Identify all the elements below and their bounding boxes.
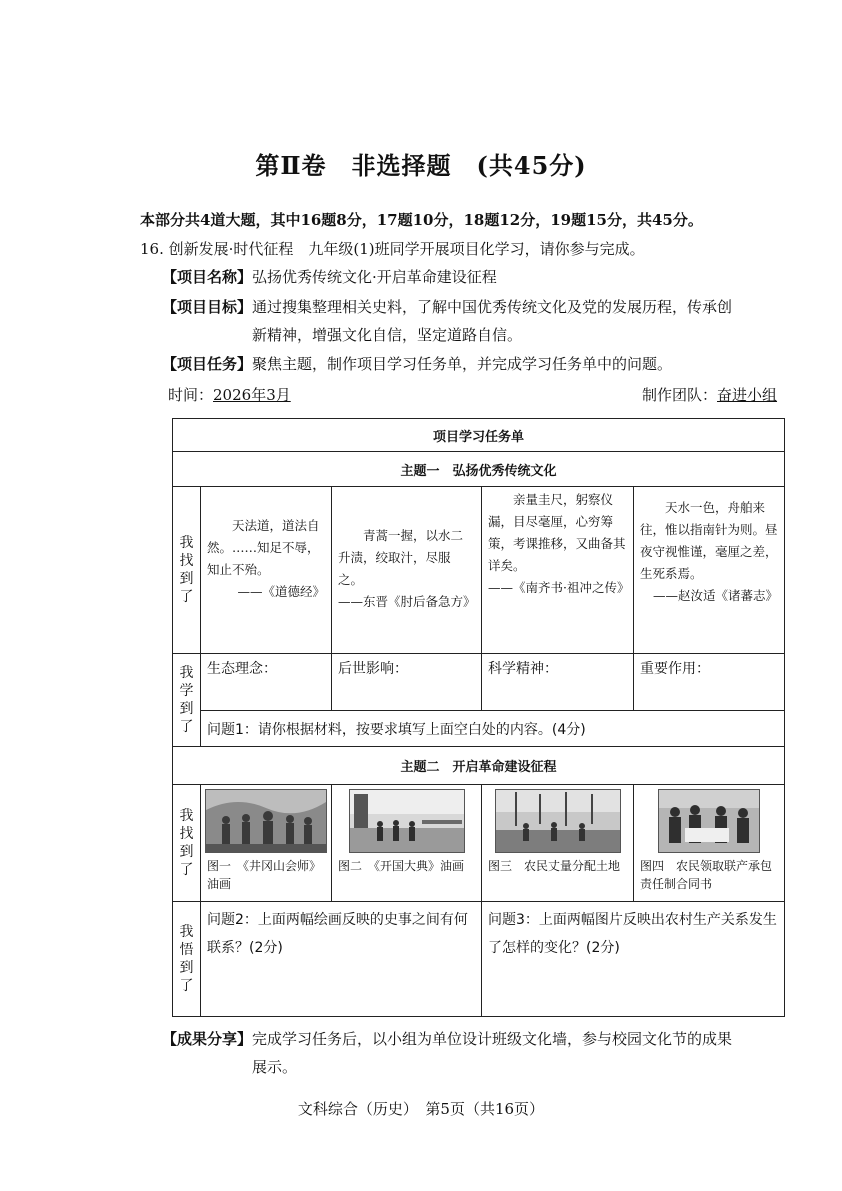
team-label: 制作团队：: [642, 386, 718, 404]
project-name-text: 弘扬优秀传统文化·开启革命建设征程: [252, 268, 497, 286]
picture-land-distribution: [482, 785, 634, 902]
result-share-line2: 展示。: [252, 1058, 298, 1076]
result-share-line1: 完成学习任务后，以小组为单位设计班级文化墙，参与校园文化节的成果: [252, 1030, 733, 1048]
quote-zhouhou: 青蒿一握，以水二升渍，绞取汁，尽服之。 ——东晋《肘后备急方》: [332, 487, 482, 654]
intro-text: 本部分共4道大题，其中16题8分，17题10分，18题12分，19题15分，共45分。: [140, 211, 703, 229]
picture-founding-ceremony: [332, 785, 482, 902]
project-name-label: 【项目名称】: [162, 268, 253, 286]
theme-two-title: 主题二 开启革命建设征程: [173, 747, 785, 785]
project-goal: [162, 296, 732, 318]
caption-figure-4: 图四 农民领取联产承包责任制合同书: [640, 859, 773, 891]
project-goal-line2: 新精神，增强文化自信，坚定道路自信。: [252, 326, 523, 344]
quote-daodejing: 天法道，道法自然。……知足不辱，知止不殆。 ——《道德经》: [201, 487, 332, 654]
quote-zuchongzhi: 亲量圭尺，躬察仪漏，目尽毫厘，心穷筹策，考课推移，又曲备其详矣。 ——《南齐书·祖冲之传》: [482, 487, 634, 654]
section-title: 第Ⅱ卷 非选择题 (共45分): [255, 151, 587, 180]
question-2: 问题2：上面两幅绘画反映的史事之间有何联系？(2分): [201, 902, 482, 1017]
question-3: 问题3：上面两幅图片反映出农村生产关系发生了怎样的变化？(2分): [482, 902, 785, 1017]
caption-figure-1: 图一 《井冈山会师》油画: [207, 859, 322, 891]
project-team: [642, 384, 777, 406]
time-label: 时间：: [168, 386, 214, 404]
land-distribution-photo: [495, 789, 621, 853]
project-task: [162, 353, 672, 375]
picture-contract: [634, 785, 785, 902]
found-label-2: 我 找 到 了: [173, 785, 201, 902]
fill-influence[interactable]: 后世影响：: [332, 654, 482, 711]
fill-role[interactable]: 重要作用：: [634, 654, 785, 711]
found-label: 我 找 到 了: [173, 487, 201, 654]
founding-ceremony-painting-image: [349, 789, 465, 853]
contract-photo: [658, 789, 760, 853]
jinggangshan-painting-image: [205, 789, 327, 853]
question-1: 问题1：请你根据材料，按要求填写上面空白处的内容。(4分): [201, 711, 785, 747]
caption-figure-2: 图二 《开国大典》油画: [338, 859, 465, 873]
project-task-text: 聚焦主题，制作项目学习任务单，并完成学习任务单中的问题。: [252, 355, 673, 373]
result-share: [162, 1028, 732, 1050]
picture-jinggangshan: [201, 785, 332, 902]
fill-ecology[interactable]: 生态理念：: [201, 654, 332, 711]
page-footer: 文科综合（历史） 第5页（共16页）: [297, 1100, 545, 1118]
project-time: [168, 384, 291, 406]
task-sheet-title: 项目学习任务单: [173, 419, 785, 452]
project-name: [162, 266, 497, 288]
quote-zhufanzhi: 天水一色，舟舶来往，惟以指南针为则。昼夜守视惟谨，毫厘之差，生死系焉。 ——赵汝适《诸蕃志》: [634, 487, 785, 654]
question-16-lead: 16. 创新发展·时代征程 九年级(1)班同学开展项目化学习，请你参与完成。: [140, 240, 645, 258]
caption-figure-3: 图三 农民丈量分配土地: [488, 859, 621, 873]
project-goal-label: 【项目目标】: [162, 298, 253, 316]
project-task-label: 【项目任务】: [162, 355, 253, 373]
theme-one-title: 主题一 弘扬优秀传统文化: [173, 452, 785, 487]
fill-science[interactable]: 科学精神：: [482, 654, 634, 711]
realized-label: 我 悟 到 了: [173, 902, 201, 1017]
time-value: 2026年3月: [213, 386, 291, 404]
team-value: 奋进小组: [717, 386, 778, 404]
project-goal-line1: 通过搜集整理相关史料，了解中国优秀传统文化及党的发展历程，传承创: [252, 298, 733, 316]
learned-label: 我 学 到 了: [173, 654, 201, 747]
result-share-label: 【成果分享】: [162, 1030, 253, 1048]
task-sheet-table: [172, 418, 785, 1017]
